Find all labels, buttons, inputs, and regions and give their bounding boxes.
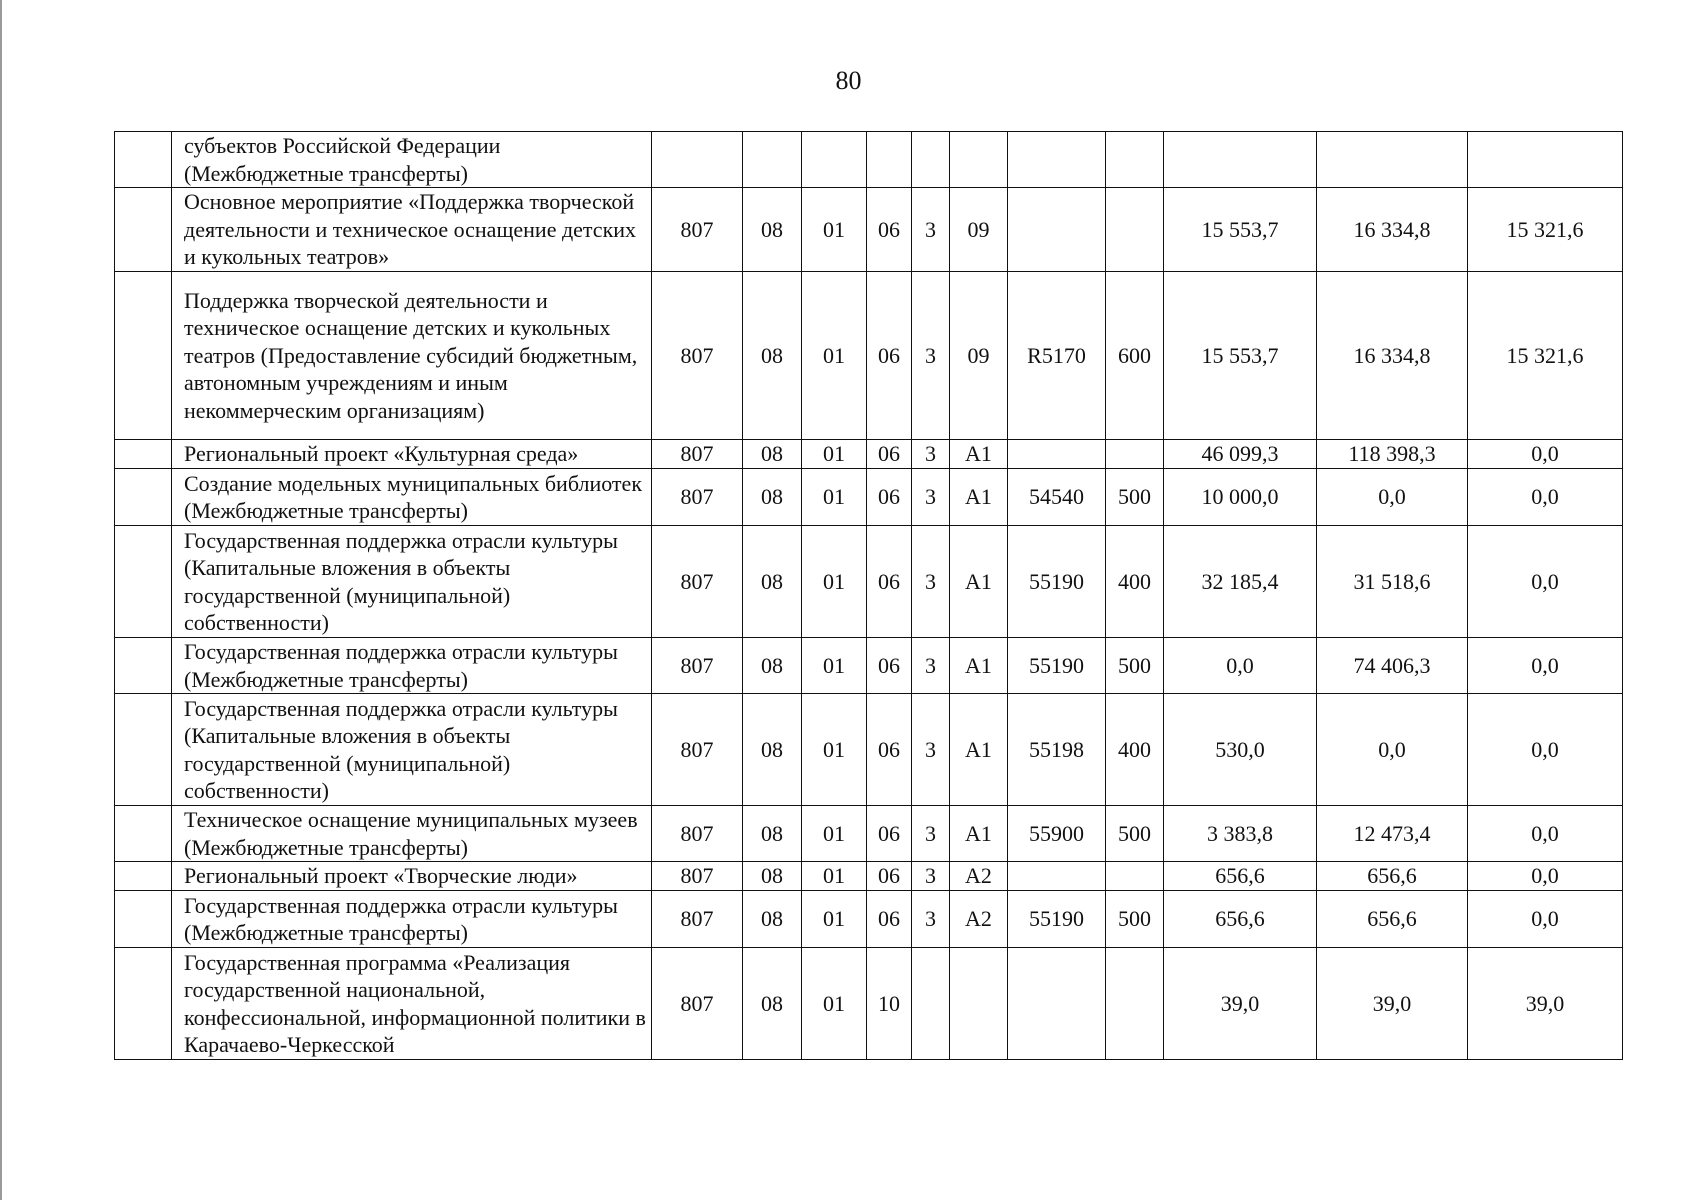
row-number-cell: [115, 526, 172, 638]
table-row: [115, 469, 1623, 526]
section-code: 08: [743, 862, 802, 891]
amount-year-2: 12 473,4: [1317, 806, 1468, 862]
program-code: 06: [867, 469, 912, 526]
amount-year-1: 656,6: [1164, 862, 1317, 891]
item-name: Государственная поддержка отрасли культуры (Капитальные вложения в объекты государственной (муниципальной) собственности): [172, 694, 652, 806]
item-name: Создание модельных муниципальных библиотек (Межбюджетные трансферты): [172, 469, 652, 526]
table-row: [115, 440, 1623, 469]
direction-code: 55190: [1008, 526, 1106, 638]
amount-year-3: 15 321,6: [1468, 272, 1623, 440]
subsection-code: 01: [802, 188, 867, 272]
ministry-code: 807: [652, 862, 743, 891]
event-code: А1: [950, 638, 1008, 694]
event-code: А1: [950, 526, 1008, 638]
subsection-code: 01: [802, 440, 867, 469]
item-name: субъектов Российской Федерации (Межбюджетные трансферты): [172, 132, 652, 188]
amount-year-1: 530,0: [1164, 694, 1317, 806]
ministry-code: 807: [652, 891, 743, 948]
amount-year-1: 15 553,7: [1164, 188, 1317, 272]
direction-code: [1008, 132, 1106, 188]
item-name: Государственная поддержка отрасли культуры (Межбюджетные трансферты): [172, 638, 652, 694]
row-number-cell: [115, 862, 172, 891]
row-number-cell: [115, 132, 172, 188]
event-code: [950, 132, 1008, 188]
amount-year-3: 15 321,6: [1468, 188, 1623, 272]
budget-table: [114, 131, 1623, 1060]
table-row: [115, 891, 1623, 948]
section-code: 08: [743, 440, 802, 469]
expense-type-code: 500: [1106, 469, 1164, 526]
amount-year-2: [1317, 132, 1468, 188]
amount-year-1: 32 185,4: [1164, 526, 1317, 638]
direction-code: [1008, 188, 1106, 272]
table-row: [115, 188, 1623, 272]
program-code: 06: [867, 638, 912, 694]
item-name: Техническое оснащение муниципальных музеев (Межбюджетные трансферты): [172, 806, 652, 862]
direction-code: [1008, 948, 1106, 1060]
event-code: 09: [950, 188, 1008, 272]
direction-code: [1008, 862, 1106, 891]
item-name: Основное мероприятие «Поддержка творческой деятельности и техническое оснащение детских и кукольных театров»: [172, 188, 652, 272]
ministry-code: 807: [652, 526, 743, 638]
subprogram-code: 3: [912, 806, 950, 862]
program-code: 10: [867, 948, 912, 1060]
amount-year-3: 0,0: [1468, 440, 1623, 469]
row-number-cell: [115, 694, 172, 806]
section-code: 08: [743, 694, 802, 806]
table-row: [115, 526, 1623, 638]
amount-year-3: 0,0: [1468, 638, 1623, 694]
amount-year-1: 46 099,3: [1164, 440, 1317, 469]
direction-code: 55190: [1008, 891, 1106, 948]
program-code: 06: [867, 188, 912, 272]
table-row: [115, 948, 1623, 1060]
event-code: А1: [950, 806, 1008, 862]
program-code: 06: [867, 272, 912, 440]
section-code: 08: [743, 272, 802, 440]
expense-type-code: 500: [1106, 638, 1164, 694]
expense-type-code: [1106, 948, 1164, 1060]
item-name: Государственная программа «Реализация государственной национальной, конфессиональной, информационной политики в Карачаево-Черкесской: [172, 948, 652, 1060]
section-code: 08: [743, 948, 802, 1060]
subprogram-code: 3: [912, 638, 950, 694]
program-code: 06: [867, 862, 912, 891]
subprogram-code: 3: [912, 440, 950, 469]
amount-year-2: 16 334,8: [1317, 272, 1468, 440]
amount-year-3: 0,0: [1468, 862, 1623, 891]
amount-year-2: 656,6: [1317, 891, 1468, 948]
amount-year-1: 15 553,7: [1164, 272, 1317, 440]
amount-year-3: 0,0: [1468, 694, 1623, 806]
direction-code: 55900: [1008, 806, 1106, 862]
row-number-cell: [115, 638, 172, 694]
amount-year-2: 0,0: [1317, 694, 1468, 806]
page-number: 80: [835, 66, 862, 95]
row-number-cell: [115, 891, 172, 948]
section-code: 08: [743, 891, 802, 948]
item-name: Региональный проект «Творческие люди»: [172, 862, 652, 891]
subsection-code: 01: [802, 694, 867, 806]
ministry-code: 807: [652, 638, 743, 694]
program-code: 06: [867, 694, 912, 806]
section-code: 08: [743, 469, 802, 526]
section-code: 08: [743, 526, 802, 638]
scan-left-edge: [0, 0, 2, 1200]
item-name: Государственная поддержка отрасли культуры (Межбюджетные трансферты): [172, 891, 652, 948]
row-number-cell: [115, 188, 172, 272]
subprogram-code: 3: [912, 891, 950, 948]
item-name: Поддержка творческой деятельности и техническое оснащение детских и кукольных театров (Предоставление субсидий бюджетным, автономным учреждениям и иным некоммерческим организациям): [172, 272, 652, 440]
program-code: 06: [867, 440, 912, 469]
amount-year-1: 656,6: [1164, 891, 1317, 948]
amount-year-3: 0,0: [1468, 891, 1623, 948]
direction-code: 55198: [1008, 694, 1106, 806]
table-row: [115, 132, 1623, 188]
subprogram-code: [912, 948, 950, 1060]
event-code: А2: [950, 862, 1008, 891]
ministry-code: 807: [652, 694, 743, 806]
amount-year-3: 0,0: [1468, 526, 1623, 638]
subsection-code: 01: [802, 272, 867, 440]
subprogram-code: 3: [912, 862, 950, 891]
ministry-code: 807: [652, 188, 743, 272]
subprogram-code: [912, 132, 950, 188]
ministry-code: [652, 132, 743, 188]
subsection-code: 01: [802, 526, 867, 638]
subprogram-code: 3: [912, 526, 950, 638]
expense-type-code: [1106, 440, 1164, 469]
section-code: 08: [743, 806, 802, 862]
ministry-code: 807: [652, 948, 743, 1060]
item-name: Государственная поддержка отрасли культуры (Капитальные вложения в объекты государственной (муниципальной) собственности): [172, 526, 652, 638]
ministry-code: 807: [652, 440, 743, 469]
subsection-code: 01: [802, 891, 867, 948]
amount-year-3: 0,0: [1468, 806, 1623, 862]
expense-type-code: 400: [1106, 694, 1164, 806]
expense-type-code: 500: [1106, 806, 1164, 862]
program-code: [867, 132, 912, 188]
subsection-code: 01: [802, 806, 867, 862]
event-code: 09: [950, 272, 1008, 440]
expense-type-code: [1106, 188, 1164, 272]
section-code: 08: [743, 638, 802, 694]
expense-type-code: [1106, 862, 1164, 891]
expense-type-code: 600: [1106, 272, 1164, 440]
ministry-code: 807: [652, 272, 743, 440]
amount-year-3: 39,0: [1468, 948, 1623, 1060]
program-code: 06: [867, 891, 912, 948]
event-code: [950, 948, 1008, 1060]
amount-year-1: [1164, 132, 1317, 188]
amount-year-3: [1468, 132, 1623, 188]
amount-year-2: 118 398,3: [1317, 440, 1468, 469]
section-code: 08: [743, 188, 802, 272]
subsection-code: 01: [802, 948, 867, 1060]
row-number-cell: [115, 272, 172, 440]
direction-code: R5170: [1008, 272, 1106, 440]
amount-year-3: 0,0: [1468, 469, 1623, 526]
direction-code: 54540: [1008, 469, 1106, 526]
amount-year-2: 39,0: [1317, 948, 1468, 1060]
amount-year-2: 0,0: [1317, 469, 1468, 526]
program-code: 06: [867, 526, 912, 638]
amount-year-1: 0,0: [1164, 638, 1317, 694]
amount-year-2: 16 334,8: [1317, 188, 1468, 272]
amount-year-2: 656,6: [1317, 862, 1468, 891]
subsection-code: [802, 132, 867, 188]
amount-year-1: 10 000,0: [1164, 469, 1317, 526]
section-code: [743, 132, 802, 188]
table-row: [115, 694, 1623, 806]
ministry-code: 807: [652, 806, 743, 862]
row-number-cell: [115, 469, 172, 526]
amount-year-1: 39,0: [1164, 948, 1317, 1060]
amount-year-2: 74 406,3: [1317, 638, 1468, 694]
subprogram-code: 3: [912, 188, 950, 272]
subsection-code: 01: [802, 638, 867, 694]
event-code: А1: [950, 469, 1008, 526]
subprogram-code: 3: [912, 272, 950, 440]
table-row: [115, 638, 1623, 694]
program-code: 06: [867, 806, 912, 862]
event-code: А1: [950, 440, 1008, 469]
table-row: [115, 272, 1623, 440]
subsection-code: 01: [802, 469, 867, 526]
expense-type-code: 500: [1106, 891, 1164, 948]
item-name: Региональный проект «Культурная среда»: [172, 440, 652, 469]
expense-type-code: 400: [1106, 526, 1164, 638]
row-number-cell: [115, 806, 172, 862]
event-code: А1: [950, 694, 1008, 806]
row-number-cell: [115, 440, 172, 469]
event-code: А2: [950, 891, 1008, 948]
direction-code: [1008, 440, 1106, 469]
amount-year-2: 31 518,6: [1317, 526, 1468, 638]
amount-year-1: 3 383,8: [1164, 806, 1317, 862]
expense-type-code: [1106, 132, 1164, 188]
subprogram-code: 3: [912, 469, 950, 526]
table-row: [115, 806, 1623, 862]
ministry-code: 807: [652, 469, 743, 526]
subprogram-code: 3: [912, 694, 950, 806]
table-row: [115, 862, 1623, 891]
row-number-cell: [115, 948, 172, 1060]
direction-code: 55190: [1008, 638, 1106, 694]
subsection-code: 01: [802, 862, 867, 891]
